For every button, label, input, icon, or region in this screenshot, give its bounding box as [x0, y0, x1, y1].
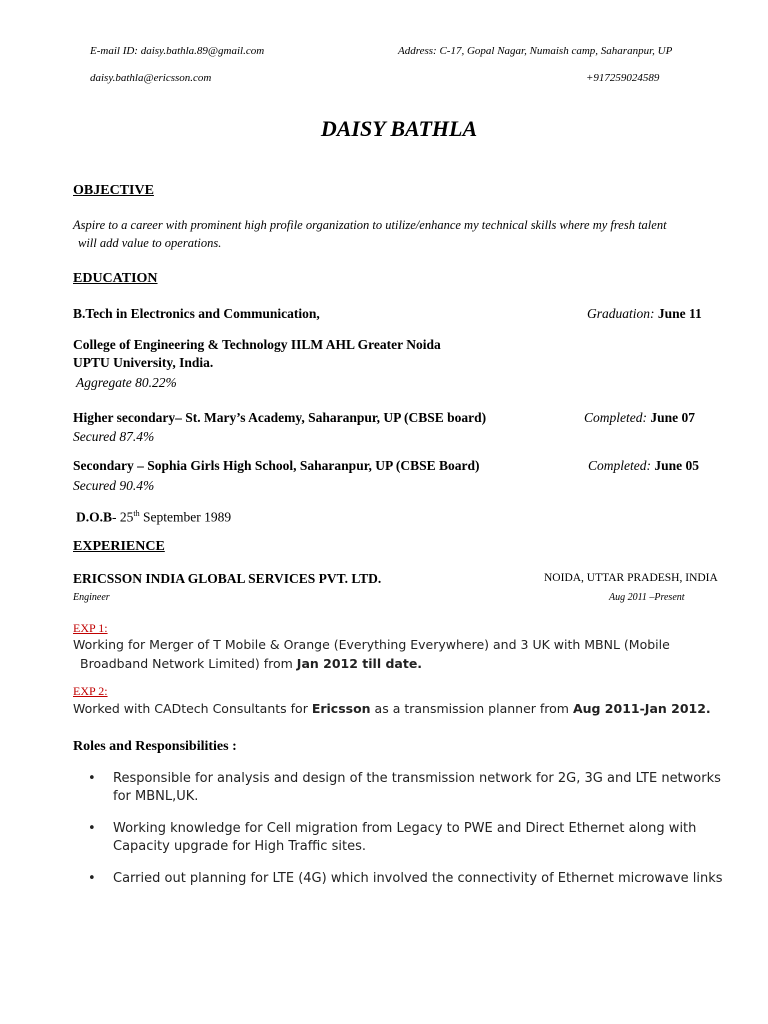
dob-label: D.O.B: [76, 509, 113, 525]
email-primary: E-mail ID: daisy.bathla.89@gmail.com: [90, 45, 265, 57]
address: Address: C-17, Gopal Nagar, Numaish camp, Saharanpur, UP: [398, 45, 673, 57]
exp1-line-1: Working for Merger of T Mobile & Orange (Everything Everywhere) and 3 UK with MBNL (Mobile: [73, 637, 670, 652]
hs-date-value: June 07: [650, 410, 696, 425]
bullet-icon: •: [88, 771, 96, 786]
higher-secondary: Higher secondary– St. Mary’s Academy, Saharanpur, UP (CBSE board): [73, 410, 487, 425]
university-name: UPTU University, India.: [73, 355, 214, 370]
btech-date-label: Graduation:: [587, 306, 655, 321]
exp1-line-2: [80, 656, 422, 671]
list-item-text: Working knowledge for Cell migration from Legacy to PWE and Direct Ethernet along with Capacity upgrade for High Traffic sites.: [113, 821, 697, 854]
education-heading: EDUCATION: [73, 271, 158, 286]
list-item: [88, 820, 738, 856]
btech-date-value: June 11: [657, 306, 702, 321]
responsibilities-list: [88, 770, 738, 902]
btech-degree: B.Tech in Electronics and Communication,: [73, 306, 320, 321]
date-of-birth: [76, 509, 231, 526]
company-name: ERICSSON INDIA GLOBAL SERVICES PVT. LTD.: [73, 571, 382, 586]
list-item: [88, 770, 738, 806]
hs-date-label: Completed:: [584, 410, 647, 425]
list-item-text: Responsible for analysis and design of the transmission network for 2G, 3G and LTE networks for MBNL,UK.: [113, 771, 721, 804]
dob-pre: - 25: [112, 509, 134, 525]
hs-date: [584, 410, 695, 426]
exp2-text-a: Worked with CADtech Consultants for: [73, 701, 312, 716]
exp2-label: EXP 2:: [73, 684, 108, 698]
hs-secured: Secured 87.4%: [73, 429, 155, 444]
objective-line-2: will add value to operations.: [78, 236, 222, 250]
email-secondary: daisy.bathla@ericsson.com: [90, 72, 212, 84]
sec-secured: Secured 90.4%: [73, 478, 155, 493]
list-item-text: Carried out planning for LTE (4G) which involved the connectivity of Ethernet microwave links: [113, 871, 723, 886]
exp2-period: Aug 2011-Jan 2012.: [572, 701, 711, 716]
exp1-period: Jan 2012 till date.: [296, 656, 423, 671]
exp2-text-c: as a transmission planner from: [370, 701, 573, 716]
list-item: [88, 870, 738, 888]
bullet-icon: •: [88, 821, 96, 836]
objective-line-1: Aspire to a career with prominent high profile organization to utilize/enhance my technical skills where my fresh talent: [73, 218, 667, 232]
sec-date-value: June 05: [654, 458, 700, 473]
exp2-line: [73, 701, 711, 716]
aggregate-score: Aggregate 80.22%: [76, 375, 177, 390]
secondary: Secondary – Sophia Girls High School, Saharanpur, UP (CBSE Board): [73, 458, 480, 473]
exp1-label: EXP 1:: [73, 621, 108, 635]
exp2-company: Ericsson: [311, 701, 371, 716]
job-role: Engineer: [73, 592, 110, 603]
dob-post: September 1989: [139, 509, 232, 525]
objective-heading: OBJECTIVE: [73, 183, 154, 198]
roles-heading: Roles and Responsibilities :: [73, 739, 237, 754]
sec-date-label: Completed:: [588, 458, 651, 473]
phone-number: +917259024589: [586, 72, 660, 84]
candidate-name: DAISY BATHLA: [320, 116, 478, 141]
job-period: Aug 2011 –Present: [609, 592, 685, 603]
bullet-icon: •: [88, 871, 96, 886]
sec-date: [588, 458, 699, 474]
exp1-line-2-text: Broadband Network Limited) from: [80, 656, 297, 671]
dob-sup: th: [133, 509, 140, 518]
btech-date: [587, 306, 702, 322]
company-location: NOIDA, UTTAR PRADESH, INDIA: [544, 572, 718, 584]
college-name: College of Engineering & Technology IILM AHL Greater Noida: [73, 337, 441, 352]
experience-heading: EXPERIENCE: [73, 539, 165, 554]
